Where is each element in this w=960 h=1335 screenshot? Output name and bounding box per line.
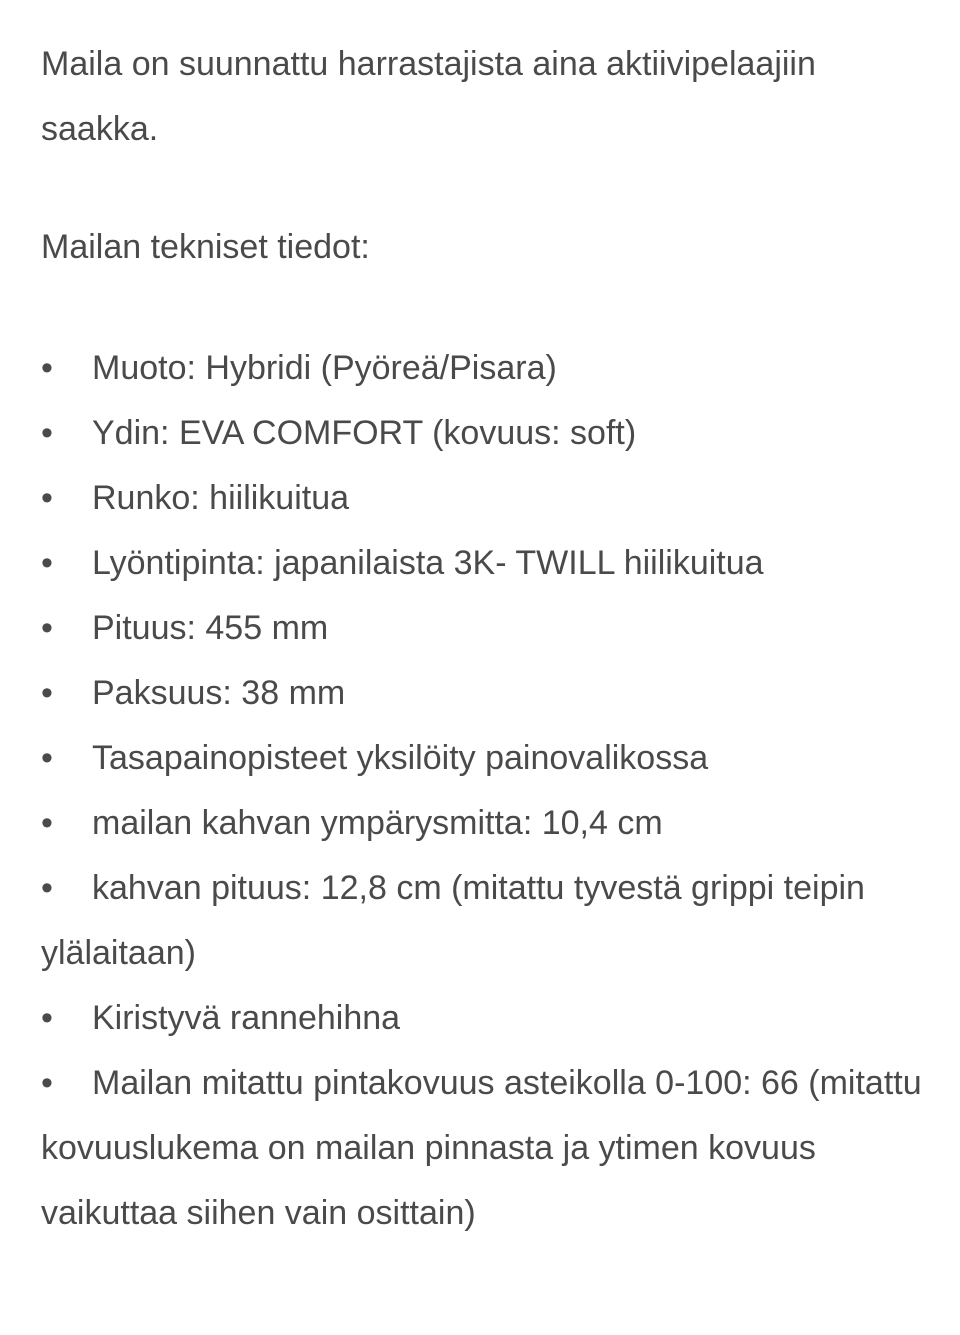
bullet-icon: • <box>41 609 53 647</box>
list-item <box>41 986 931 1051</box>
product-description <box>41 32 931 1246</box>
list-item <box>41 336 931 401</box>
spec-text: kahvan pituus: 12,8 cm (mitattu tyvestä grippi teipin ylälaitaan) <box>41 869 865 972</box>
intro-paragraph: Maila on suunnattu harrastajista aina aktiivipelaajiin saakka. <box>41 45 816 148</box>
bullet-icon: • <box>41 999 53 1037</box>
bullet-icon: • <box>41 739 53 777</box>
bullet-icon: • <box>41 544 53 582</box>
list-item <box>41 1051 931 1246</box>
bullet-icon: • <box>41 349 53 387</box>
list-item <box>41 726 931 791</box>
list-item <box>41 596 931 661</box>
list-item <box>41 401 931 466</box>
bullet-icon: • <box>41 674 53 712</box>
list-item <box>41 661 931 726</box>
specs-heading: Mailan tekniset tiedot: <box>41 228 370 266</box>
spec-text: Kiristyvä rannehihna <box>92 999 401 1037</box>
spec-text: Paksuus: 38 mm <box>92 674 346 712</box>
spec-text: Pituus: 455 mm <box>92 609 329 647</box>
list-item <box>41 466 931 531</box>
spec-text: Lyöntipinta: japanilaista 3K- TWILL hiilikuitua <box>92 544 764 582</box>
spec-text: Mailan mitattu pintakovuus asteikolla 0-100: 66 (mitattu kovuuslukema on mailan pinnasta ja ytimen kovuus vaikuttaa siihen vain osittain) <box>41 1064 922 1232</box>
bullet-icon: • <box>41 869 53 907</box>
spec-text: Tasapainopisteet yksilöity painovalikossa <box>92 739 709 777</box>
spec-text: mailan kahvan ympärysmitta: 10,4 cm <box>92 804 663 842</box>
bullet-icon: • <box>41 1064 53 1102</box>
bullet-icon: • <box>41 804 53 842</box>
spec-text: Muoto: Hybridi (Pyöreä/Pisara) <box>92 349 557 387</box>
bullet-icon: • <box>41 414 53 452</box>
list-item <box>41 856 931 986</box>
list-item <box>41 791 931 856</box>
bullet-icon: • <box>41 479 53 517</box>
list-item <box>41 531 931 596</box>
spec-text: Runko: hiilikuitua <box>92 479 350 517</box>
spec-text: Ydin: EVA COMFORT (kovuus: soft) <box>92 414 637 452</box>
specs-list <box>41 336 931 1246</box>
